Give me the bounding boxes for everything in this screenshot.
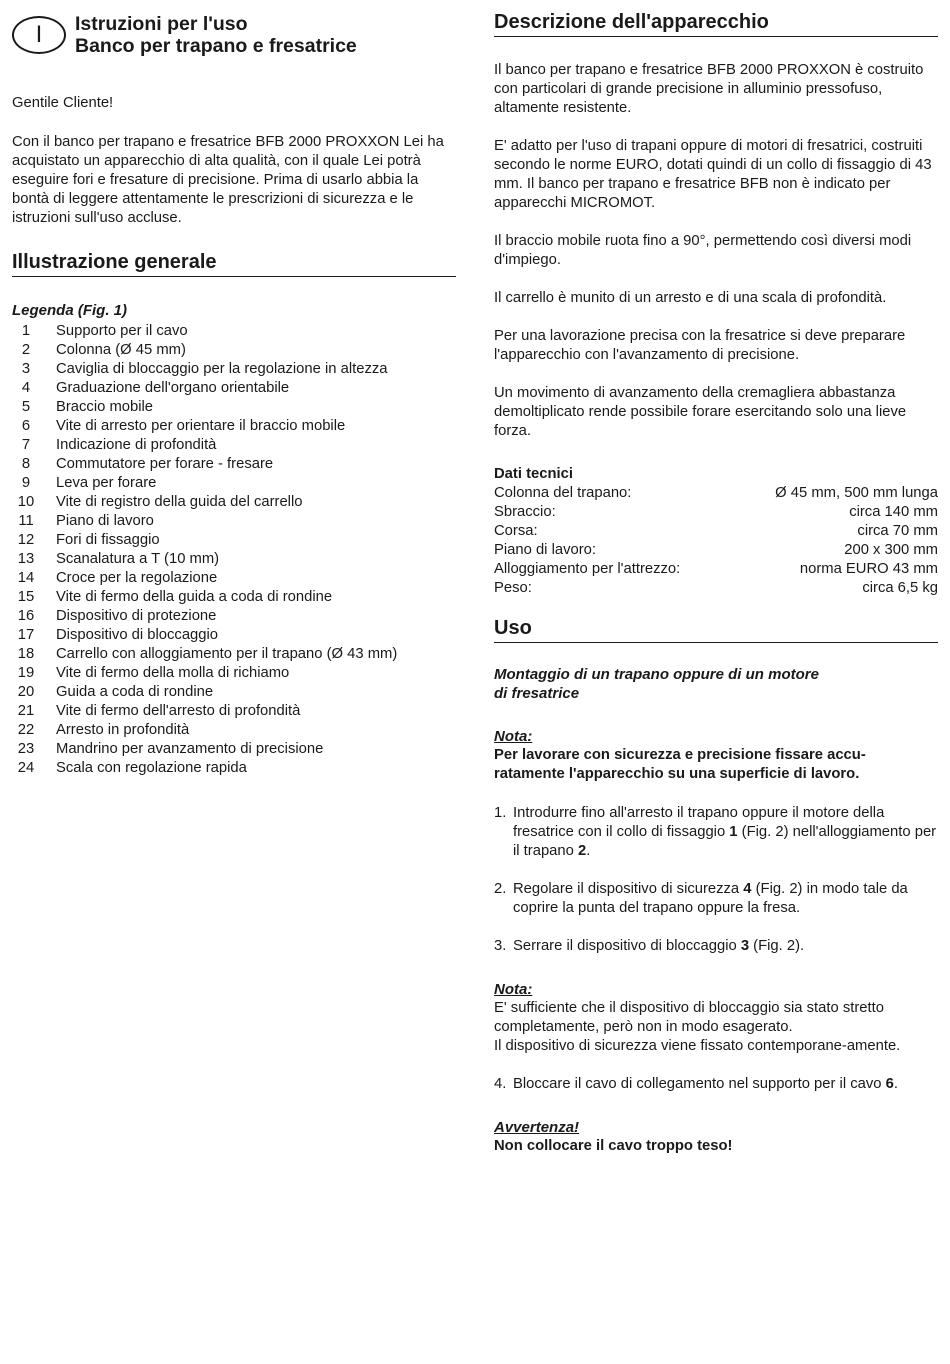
note-text-line-1: E' sufficiente che il dispositivo di bloccaggio sia stato stretto completamente, però non in modo esagerato. [494,1000,884,1035]
section-title-illustrazione: Illustrazione generale [12,250,456,277]
description-paragraph: Il braccio mobile ruota fino a 90°, permettendo così diversi modi d'impiego. [494,233,912,268]
description-paragraph: Il banco per trapano e fresatrice BFB 2000 PROXXON è costruito con particolari di grande precisione in alluminio pressofuso, altamente resistente. [494,62,924,116]
title-line-1: Istruzioni per l'uso [75,13,248,35]
mounting-title [494,665,938,703]
legend-text: Scala con regolazione rapida [56,760,247,776]
legend-number: 20 [17,684,35,700]
legend-text: Mandrino per avanzamento di precisione [56,741,324,757]
legend-number: 24 [17,760,35,776]
step-2 [494,880,938,918]
legend-item [12,759,456,778]
spec-value: circa 6,5 kg [862,580,938,596]
legend-item [12,379,456,398]
legend-text: Fori di fissaggio [56,532,160,548]
spec-row [494,522,938,541]
spec-value: circa 140 mm [849,504,938,520]
page-header [12,10,456,60]
legend-number: 19 [17,665,35,681]
note-label: Nota: [494,981,533,998]
legend-number: 14 [17,570,35,586]
legend-number: 15 [17,589,35,605]
spec-label: Colonna del trapano: [494,485,632,501]
legend-item [12,683,456,702]
legend-list [12,322,456,778]
legend-number: 18 [17,646,35,662]
spec-value: Ø 45 mm, 500 mm lunga [775,485,938,501]
legend-text: Braccio mobile [56,399,154,415]
left-column [12,10,456,778]
note-text-line-1: Per lavorare con sicurezza e precisione fissare accu- [494,747,866,763]
legend-number: 13 [17,551,35,567]
legend-text: Dispositivo di protezione [56,608,217,624]
spec-label: Corsa: [494,523,538,539]
legend-number: 16 [17,608,35,624]
step-text-part: . [893,1076,898,1092]
note-text [494,746,938,784]
warning-label: Avvertenza! [494,1119,580,1136]
mounting-title-line-1: Montaggio di un trapano oppure di un motore [494,666,819,683]
language-marker: I [12,16,66,54]
part-number: 1 [729,824,738,840]
legend-number: 3 [21,361,31,377]
specs-table [494,484,938,598]
legend-item [12,474,456,493]
legend-text: Dispositivo di bloccaggio [56,627,219,643]
step-number: 3. [494,938,507,954]
legend-item [12,360,456,379]
legend-text: Scanalatura a T (10 mm) [56,551,220,567]
warning-text: Non collocare il cavo troppo teso! [494,1138,733,1154]
step-1 [494,804,938,861]
description-paragraph: Il carrello è munito di un arresto e di una scala di profondità. [494,290,887,306]
legend-item [12,607,456,626]
spec-label: Sbraccio: [494,504,556,520]
legend-item [12,588,456,607]
legend-number: 8 [21,456,31,472]
note-text [494,999,938,1056]
legend-item [12,436,456,455]
legend-item [12,740,456,759]
title-line-2: Banco per trapano e fresatrice [75,35,357,57]
part-number: 4 [743,881,752,897]
spec-row [494,541,938,560]
legend-number: 5 [21,399,31,415]
step-number: 2. [494,881,507,897]
section-title-uso: Uso [494,616,938,643]
legend-number: 6 [21,418,31,434]
spec-label: Alloggiamento per l'attrezzo: [494,561,681,577]
spec-row [494,579,938,598]
legend-text: Caviglia di bloccaggio per la regolazione in altezza [56,361,388,377]
step-number: 4. [494,1076,507,1092]
greeting: Gentile Cliente! [12,95,114,111]
step-text-part: Serrare il dispositivo di bloccaggio [513,938,741,954]
spec-label: Peso: [494,580,532,596]
step-text [513,804,938,861]
step-text-part: (Fig. 2) in modo tale da coprire la punta del trapano oppure la fresa. [513,881,908,916]
note-label: Nota: [494,728,533,745]
step-text-part: . [586,843,591,859]
legend-item [12,512,456,531]
legend-item [12,322,456,341]
legend-text: Leva per forare [56,475,157,491]
part-number: 6 [885,1076,894,1092]
legend-number: 12 [17,532,35,548]
step-number: 1. [494,805,507,821]
part-number: 3 [740,938,750,954]
legend-text: Guida a coda di rondine [56,684,214,700]
legend-item [12,455,456,474]
legend-number: 11 [18,513,34,529]
legend-number: 17 [17,627,35,643]
description-paragraph: Per una lavorazione precisa con la fresatrice si deve preparare l'apparecchio con l'avanzamento di precisione. [494,328,906,363]
spec-row [494,484,938,503]
specs-title: Dati tecnici [494,466,573,482]
legend-number: 23 [17,741,35,757]
legend-text: Graduazione dell'organo orientabile [56,380,290,396]
legend-text: Vite di fermo della molla di richiamo [56,665,290,681]
legend-number: 10 [17,494,35,510]
legend-number: 1 [21,323,31,339]
section-title-descrizione: Descrizione dell'apparecchio [494,10,938,37]
step-text-part: (Fig. 2). [749,938,805,954]
intro-paragraph: Con il banco per trapano e fresatrice BFB 2000 PROXXON Lei ha acquistato un apparecchio di alta qualità, con il quale Lei potrà eseguire fori e fresature di precisione. Prima di usarlo abbia la bontà di leggere attentamente le prescrizioni di sicurezza e le istruzioni sull'uso accluse. [12,134,444,226]
legend-item [12,664,456,683]
step-text-part: Bloccare il cavo di collegamento nel supporto per il cavo [513,1076,886,1092]
step-4 [494,1075,938,1094]
legend-item [12,531,456,550]
legend-number: 21 [17,703,35,719]
legend-item [12,702,456,721]
description-paragraph: E' adatto per l'uso di trapani oppure di motori di fresatrici, costruiti secondo le norme EURO, dotati quindi di un collo di fissaggio di 43 mm. Il banco per trapano e fresatrice BFB non è indicato per apparecchi MICROMOT. [494,138,932,211]
spec-value: norma EURO 43 mm [799,561,938,577]
legend-text: Piano di lavoro [56,513,154,529]
mounting-title-line-2: di fresatrice [494,685,580,702]
legend-title: Legenda (Fig. 1) [12,302,128,319]
legend-item [12,341,456,360]
spec-value: 200 x 300 mm [844,542,938,558]
spec-row [494,503,938,522]
step-text [513,1075,898,1094]
legend-item [12,721,456,740]
step-text [513,937,804,956]
legend-text: Arresto in profondità [56,722,190,738]
step-text [513,880,938,918]
spec-row [494,560,938,579]
legend-text: Vite di fermo della guida a coda di rondine [56,589,333,605]
legend-number: 22 [17,722,35,738]
legend-number: 7 [21,437,31,453]
part-number: 2 [577,843,587,859]
spec-value: circa 70 mm [857,523,938,539]
legend-text: Supporto per il cavo [56,323,188,339]
legend-item [12,645,456,664]
step-text-part: Introdurre fino all'arresto il trapano oppure il motore della fresatrice con il collo di fissaggio [513,805,885,840]
legend-text: Vite di registro della guida del carrello [56,494,303,510]
description-paragraph: Un movimento di avanzamento della cremagliera abbastanza demoltiplicato rende possibile forare esercitando solo una lieve forza. [494,385,907,439]
right-column [494,10,938,1156]
legend-item [12,398,456,417]
legend-text: Colonna (Ø 45 mm) [56,342,186,358]
legend-item [12,550,456,569]
legend-item [12,569,456,588]
note-text-line-2: ratamente l'apparecchio su una superficie di lavoro. [494,766,860,782]
step-text-part: Regolare il dispositivo di sicurezza [513,881,744,897]
page-title [75,13,357,57]
legend-item [12,493,456,512]
legend-text: Vite di fermo dell'arresto di profondità [56,703,301,719]
legend-text: Croce per la regolazione [56,570,218,586]
legend-number: 4 [21,380,31,396]
legend-text: Indicazione di profondità [56,437,217,453]
step-text-part: (Fig. 2) nell'alloggiamento per il trapano [513,824,937,859]
legend-text: Vite di arresto per orientare il braccio mobile [56,418,346,434]
legend-text: Commutatore per forare - fresare [56,456,274,472]
legend-number: 2 [21,342,31,358]
legend-item [12,417,456,436]
spec-label: Piano di lavoro: [494,542,596,558]
legend-item [12,626,456,645]
step-3 [494,937,938,956]
legend-number: 9 [21,475,31,491]
legend-text: Carrello con alloggiamento per il trapano (Ø 43 mm) [56,646,398,662]
note-text-line-2: Il dispositivo di sicurezza viene fissato contemporane-amente. [494,1038,901,1054]
